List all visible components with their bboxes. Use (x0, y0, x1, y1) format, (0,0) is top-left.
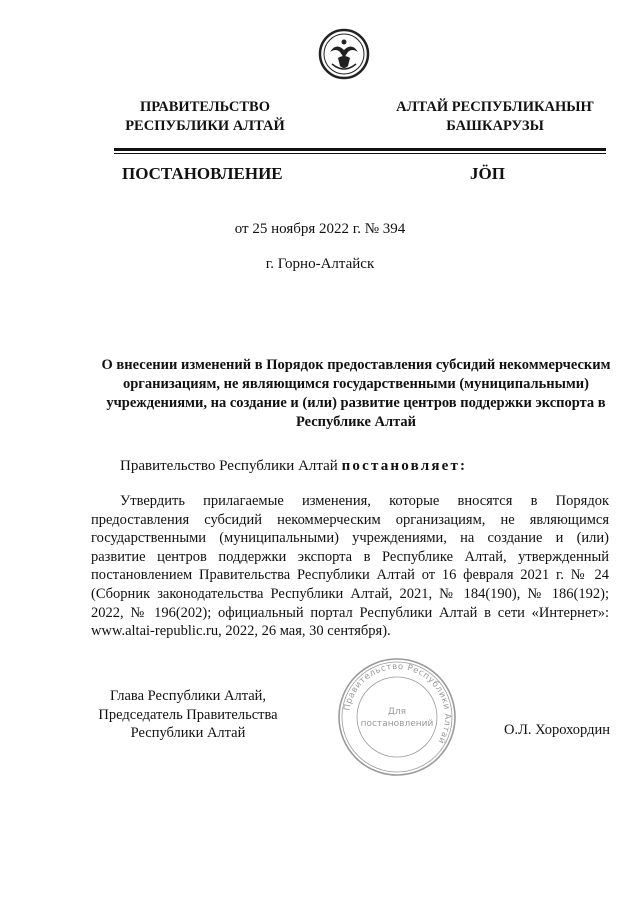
header-right-block (380, 98, 610, 136)
official-stamp (336, 656, 458, 778)
signatory-position-line1: Глава Республики Алтай, (109, 688, 267, 704)
signatory-name: О.Л. Хорохордин (503, 722, 610, 738)
decree-line (120, 458, 467, 475)
header-left-block (100, 98, 310, 136)
document-body: Утвердить прилагаемые изменения, которые вносятся в Порядок предоставления субсидий некоммерческим организациям, не являющимся государственными (муниципальными) учреждениями, на создание и (или) развитие центров поддержки экспорта в Республике Алтай, утвержденный постановлением Правительства Республики Алтай от 16 февраля 2021 г. № 24 (Сборник законодательства Республики Алтай, 2021, № 184(190), № 186(192); 2022, № 196(202); официальный портал Республики Алтай в сети «Интернет»: www.altai-republic.ru, 2022, 26 мая, 30 сентября). (91, 493, 609, 640)
header-right-line2: БАШКАРУЗЫ (446, 118, 544, 134)
document-title: О внесении изменений в Порядок предоставления субсидий некоммерческим организациям, не являющимся государственными (муниципальными) учреждениями, на создание и (или) развитие центров поддержки экспорта в Республике Алтай (101, 357, 611, 430)
header-left-line1: ПРАВИТЕЛЬСТВО (140, 99, 270, 115)
document-type-alt: JÖП (470, 164, 505, 183)
decree-prefix: Правительство Республики Алтай (120, 458, 338, 474)
altai-republic-emblem-icon (318, 28, 370, 80)
stamp-outer-text: Правительство Республики Алтай (342, 661, 453, 746)
header-left-line2: РЕСПУБЛИКИ АЛТАЙ (125, 118, 285, 134)
signatory-position (86, 687, 290, 743)
header-divider-thin (114, 153, 606, 154)
document-city: г. Горно-Алтайск (265, 256, 375, 272)
document-date-number: от 25 ноября 2022 г. № 394 (234, 221, 406, 237)
stamp-center-line1: Для (387, 707, 407, 717)
decree-verb: постановляет: (341, 458, 468, 474)
signatory-position-line3: Республики Алтай (130, 725, 246, 742)
header-divider-thick (114, 148, 606, 151)
header-right-line1: АЛТАЙ РЕСПУБЛИКАНЫҤ (396, 99, 594, 115)
signatory-position-line2: Председатель Правительства (98, 706, 278, 723)
document-type-ru: ПОСТАНОВЛЕНИЕ (122, 164, 283, 183)
stamp-center-line2: постановлений (360, 719, 434, 729)
